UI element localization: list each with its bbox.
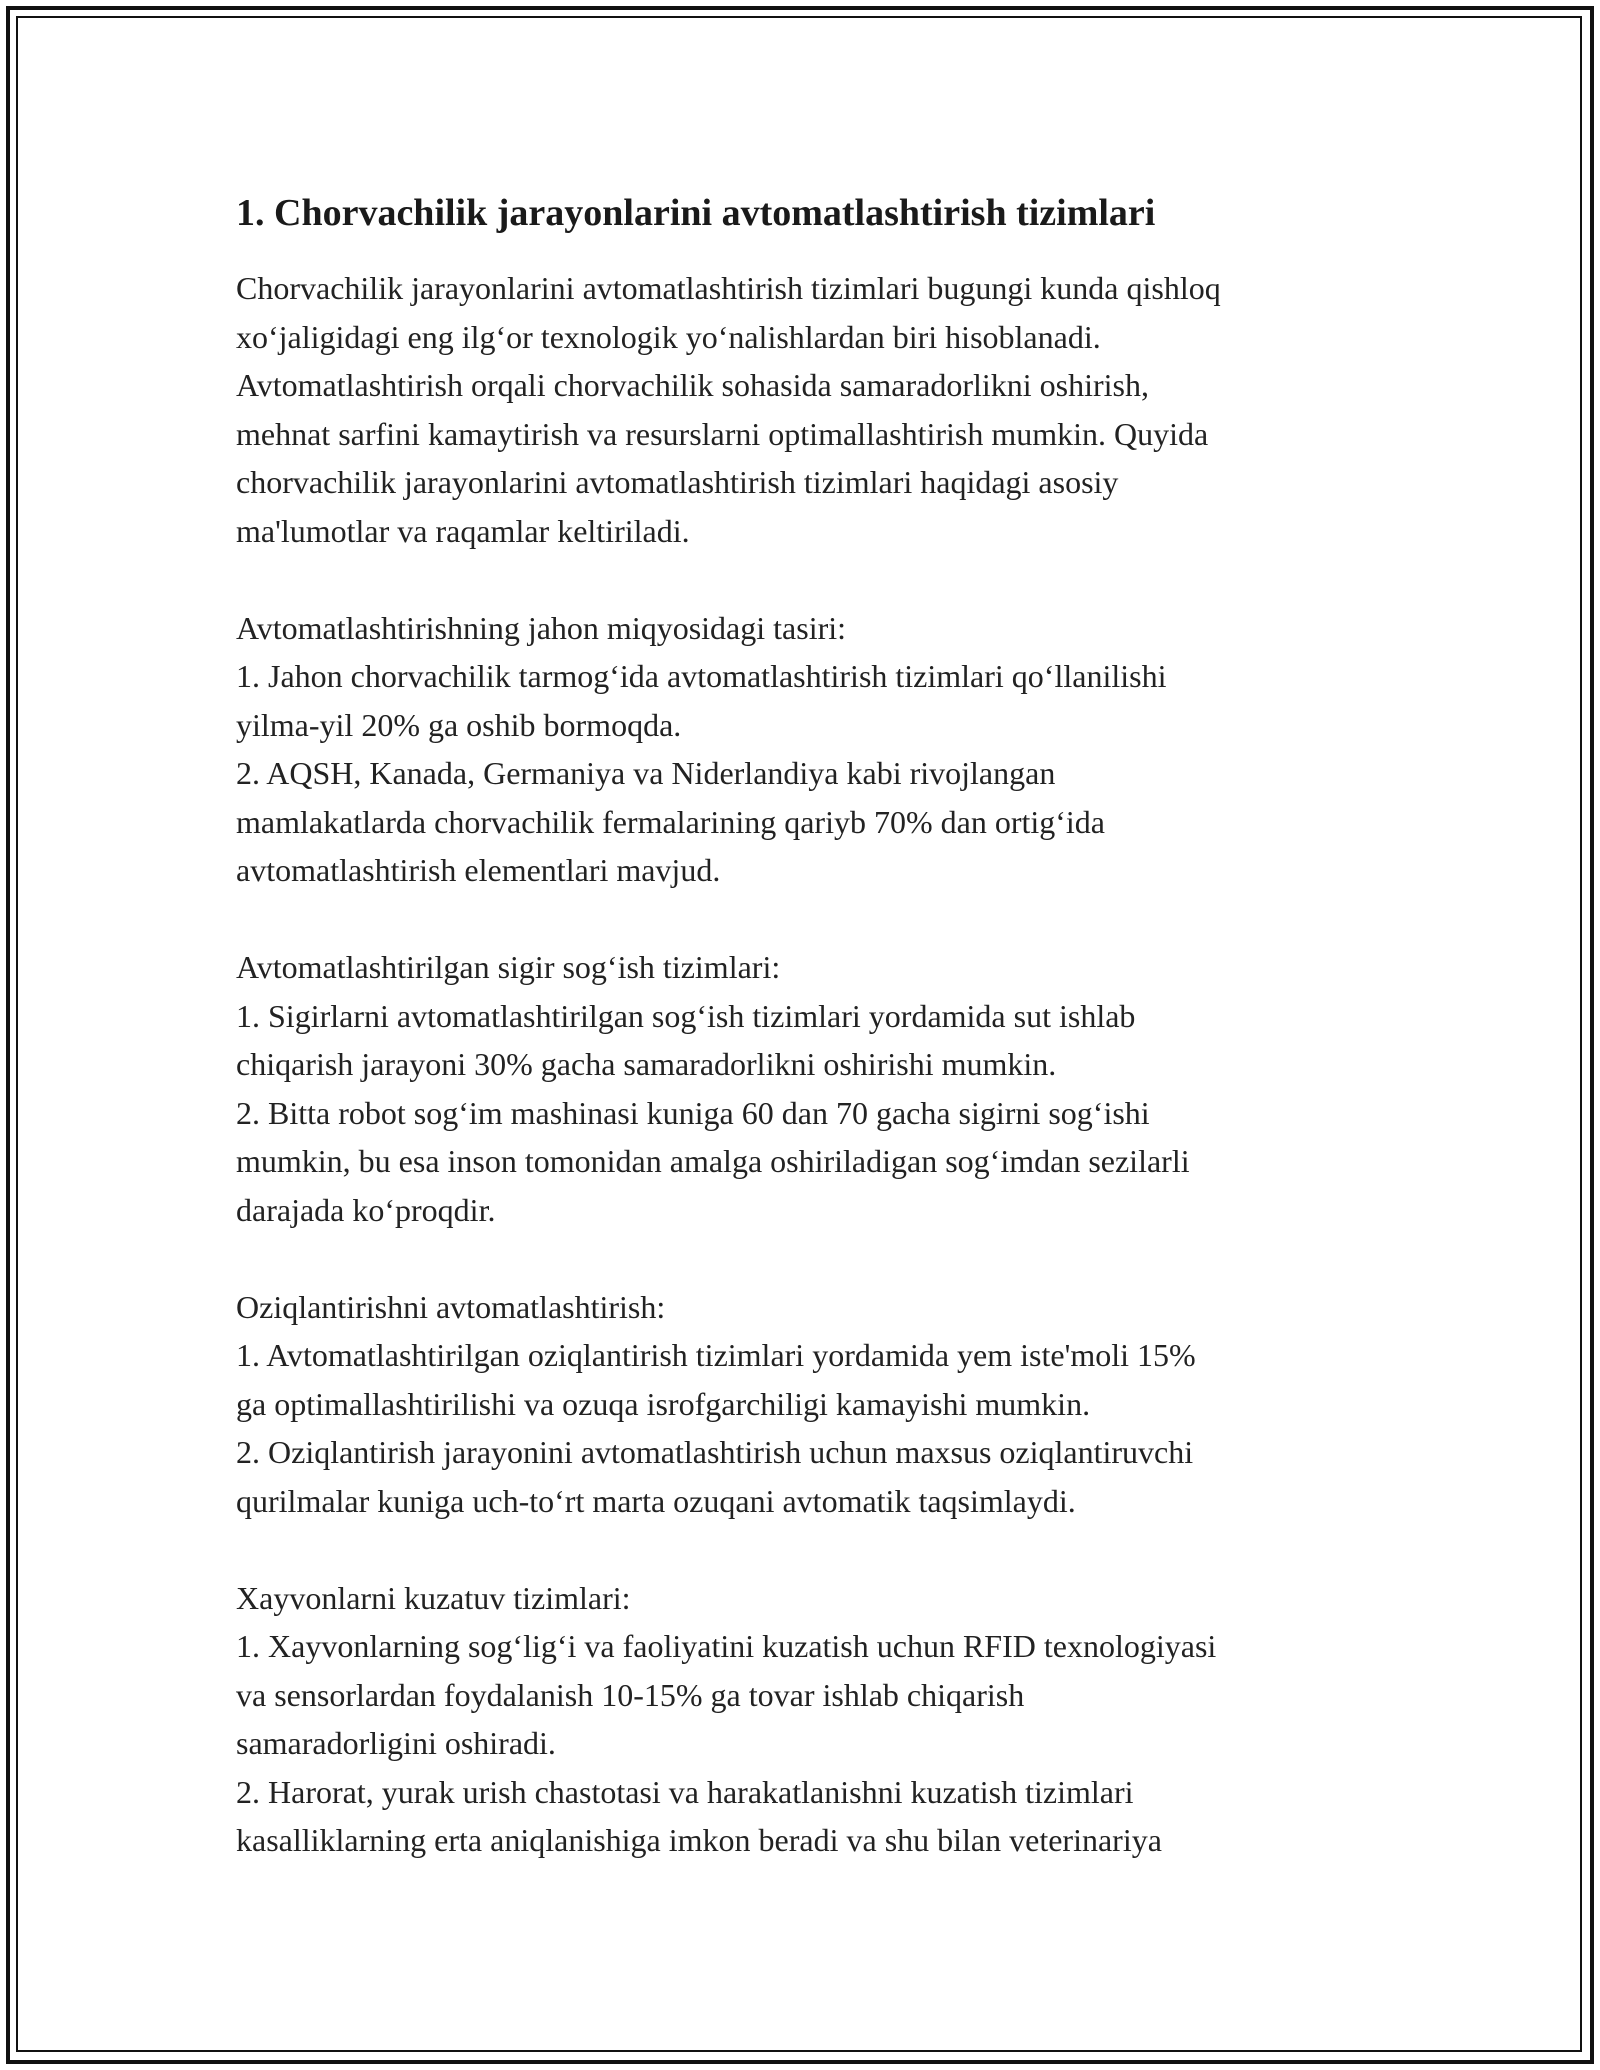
text-line: va sensorlardan foydalanish 10-15% ga tovar ishlab chiqarish (236, 1676, 1025, 1713)
text-line: 1. Xayvonlarning sog‘lig‘i va faoliyatini kuzatish uchun RFID texnologiyasi (236, 1628, 1217, 1664)
text-line: Avtomatlashtirish orqali chorvachilik sohasida samaradorlikni oshirish, (236, 367, 1149, 403)
section-heading: Oziqlantirishni avtomatlashtirish: (236, 1288, 666, 1325)
text-line: 2. AQSH, Kanada, Germaniya va Niderlandiya kabi rivojlangan (236, 755, 1056, 791)
text-line: mehnat sarfini kamaytirish va resurslarni optimallashtirish mumkin. Quyida (236, 415, 1209, 452)
section-heading: Xayvonlarni kuzatuv tizimlari: (236, 1579, 631, 1616)
text-line: 1. Jahon chorvachilik tarmog‘ida avtomatlashtirish tizimlari qo‘llanilishi (236, 658, 1167, 694)
section-heading: Avtomatlashtirilgan sigir sog‘ish tizimlari: (236, 949, 781, 985)
text-line: mumkin, bu esa inson tomonidan amalga oshiriladigan sog‘imdan sezilarli (236, 1143, 1190, 1179)
intro-paragraph (236, 264, 1376, 555)
text-line: kasalliklarning erta aniqlanishiga imkon beradi va shu bilan veterinariya (236, 1822, 1162, 1858)
document-body (236, 188, 1376, 1865)
text-line: yilma-yil 20% ga oshib bormoqda. (236, 706, 682, 743)
paragraph-gap (236, 1234, 1376, 1283)
section-heading: Avtomatlashtirishning jahon miqyosidagi tasiri: (236, 609, 847, 646)
text-line: Chorvachilik jarayonlarini avtomatlashtirish tizimlari bugungi kunda qishloq (236, 270, 1221, 306)
text-line: ga optimallashtirilishi va ozuqa isrofgarchiligi kamayishi mumkin. (236, 1385, 1091, 1422)
section-milking-systems (236, 943, 1376, 1234)
text-line: 1. Avtomatlashtirilgan oziqlantirish tizimlari yordamida yem iste'moli 15% (236, 1337, 1196, 1373)
text-line: 2. Harorat, yurak urish chastotasi va harakatlanishni kuzatish tizimlari (236, 1773, 1134, 1810)
text-line: xo‘jaligidagi eng ilg‘or texnologik yo‘nalishlardan biri hisoblanadi. (236, 318, 1101, 355)
text-line: samaradorligini oshiradi. (236, 1725, 556, 1761)
text-line: chiqarish jarayoni 30% gacha samaradorlikni oshirishi mumkin. (236, 1046, 1057, 1082)
paragraph-gap (236, 895, 1376, 944)
text-line: ma'lumotlar va raqamlar keltiriladi. (236, 512, 690, 549)
paragraph-gap (236, 1525, 1376, 1574)
section-feeding-automation (236, 1283, 1376, 1526)
paragraph-gap (236, 555, 1376, 604)
text-line: mamlakatlarda chorvachilik fermalarining qariyb 70% dan ortig‘ida (236, 803, 1105, 840)
text-line: darajada ko‘proqdir. (236, 1191, 496, 1228)
document-title: 1. Chorvachilik jarayonlarini avtomatlashtirish tizimlari (236, 192, 1156, 234)
text-line: 2. Bitta robot sog‘im mashinasi kuniga 60 dan 70 gacha sigirni sog‘ishi (236, 1094, 1150, 1131)
section-monitoring-systems (236, 1574, 1376, 1865)
section-global-impact (236, 604, 1376, 895)
text-line: avtomatlashtirish elementlari mavjud. (236, 852, 721, 888)
text-line: chorvachilik jarayonlarini avtomatlashtirish tizimlari haqidagi asosiy (236, 464, 1119, 500)
text-line: 1. Sigirlarni avtomatlashtirilgan sog‘ish tizimlari yordamida sut ishlab (236, 997, 1136, 1034)
text-line: 2. Oziqlantirish jarayonini avtomatlashtirish uchun maxsus oziqlantiruvchi (236, 1434, 1194, 1470)
text-line: qurilmalar kuniga uch-to‘rt marta ozuqani avtomatik taqsimlaydi. (236, 1482, 1076, 1519)
